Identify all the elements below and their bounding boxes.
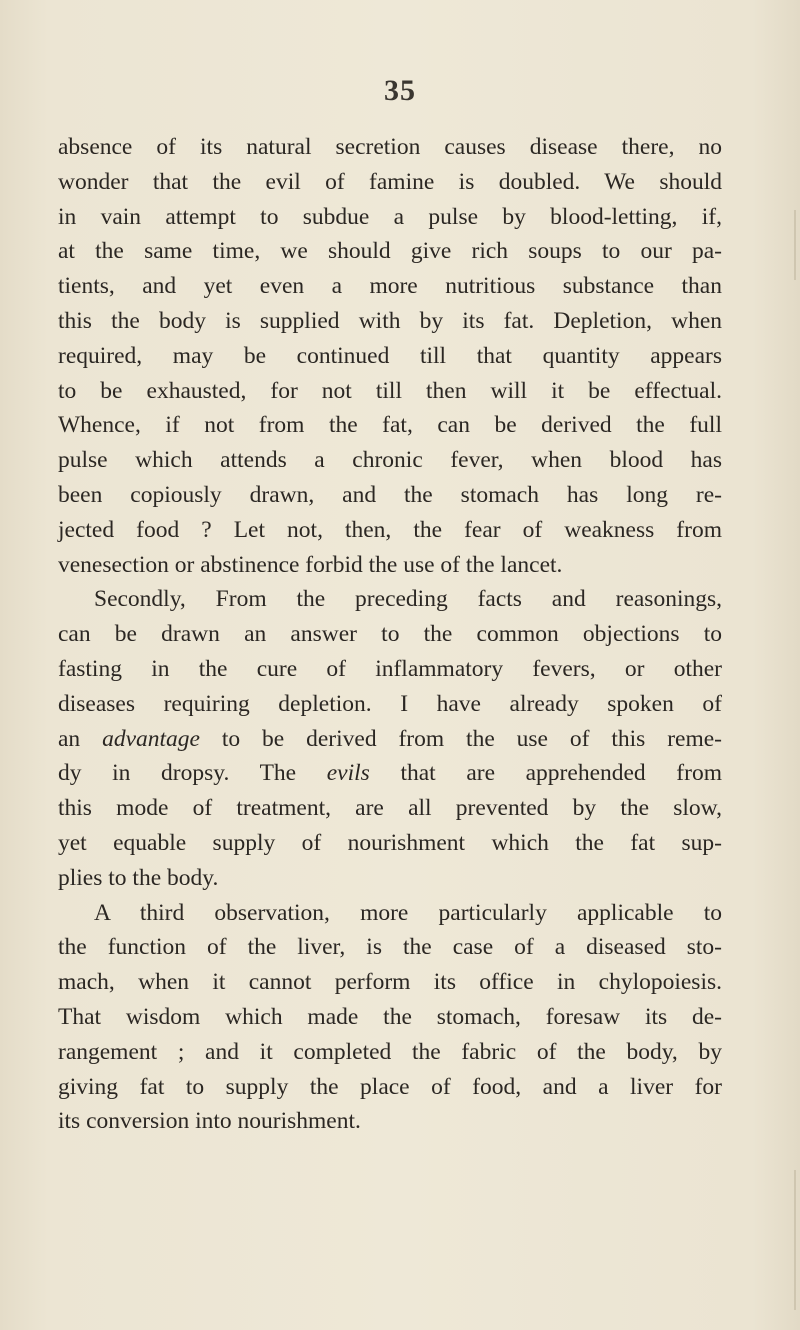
text-line: giving fat to supply the place of food, and a liver for [58,1073,722,1100]
text-line: Whence, if not from the fat, can be derived the full [58,412,722,439]
text-line: its conversion into nourishment. [58,1108,361,1135]
text-line: venesection or abstinence forbid the use of the lancet. [58,551,563,578]
text-line: can be drawn an answer to the common objections to [58,621,722,648]
text-line: Secondly, From the preceding facts and reasonings, [94,586,722,613]
text-line: wonder that the evil of famine is doubled. We should [58,168,722,195]
text-line: pulse which attends a chronic fever, when blood has [58,447,722,474]
italic-word: evils [326,760,370,787]
text-line: A third observation, more particularly applicable to [94,899,722,926]
text-line: rangement ; and it completed the fabric of the body, by [58,1038,722,1065]
text-line: required, may be continued till that quantity appears [58,342,722,369]
text-line: That wisdom which made the stomach, foresaw its de- [58,1003,722,1030]
text-line: mach, when it cannot perform its office in chylopoiesis. [58,969,722,996]
text-line: to be exhausted, for not till then will it be effectual. [58,377,722,404]
text-line: an advantage to be derived from the use of this reme- [58,725,722,752]
text-line: fasting in the cure of inflammatory fevers, or other [58,655,722,682]
text-line: this the body is supplied with by its fat. Depletion, when [58,307,722,334]
text-line: in vain attempt to subdue a pulse by blood-letting, if, [58,203,722,230]
page-edge-shadow [794,210,796,280]
body-text [58,130,722,1139]
text-line: the function of the liver, is the case of a diseased sto- [58,934,722,961]
text-line: diseases requiring depletion. I have already spoken of [58,690,722,717]
page-number: 35 [384,74,416,107]
italic-word: advantage [102,725,200,752]
text-line: jected food ? Let not, then, the fear of weakness from [58,516,722,543]
text-line: yet equable supply of nourishment which the fat sup- [58,829,722,856]
page-edge-shadow [794,1170,796,1310]
text-line: absence of its natural secretion causes disease there, no [58,134,722,160]
text-line: at the same time, we should give rich soups to our pa- [58,238,722,265]
text-line: this mode of treatment, are all prevented by the slow, [58,795,722,822]
text-line: plies to the body. [58,864,219,891]
text-line: tients, and yet even a more nutritious substance than [58,273,722,300]
text-line: dy in dropsy. The evils that are apprehended from [58,760,722,787]
text-line: been copiously drawn, and the stomach has long re- [58,481,722,508]
